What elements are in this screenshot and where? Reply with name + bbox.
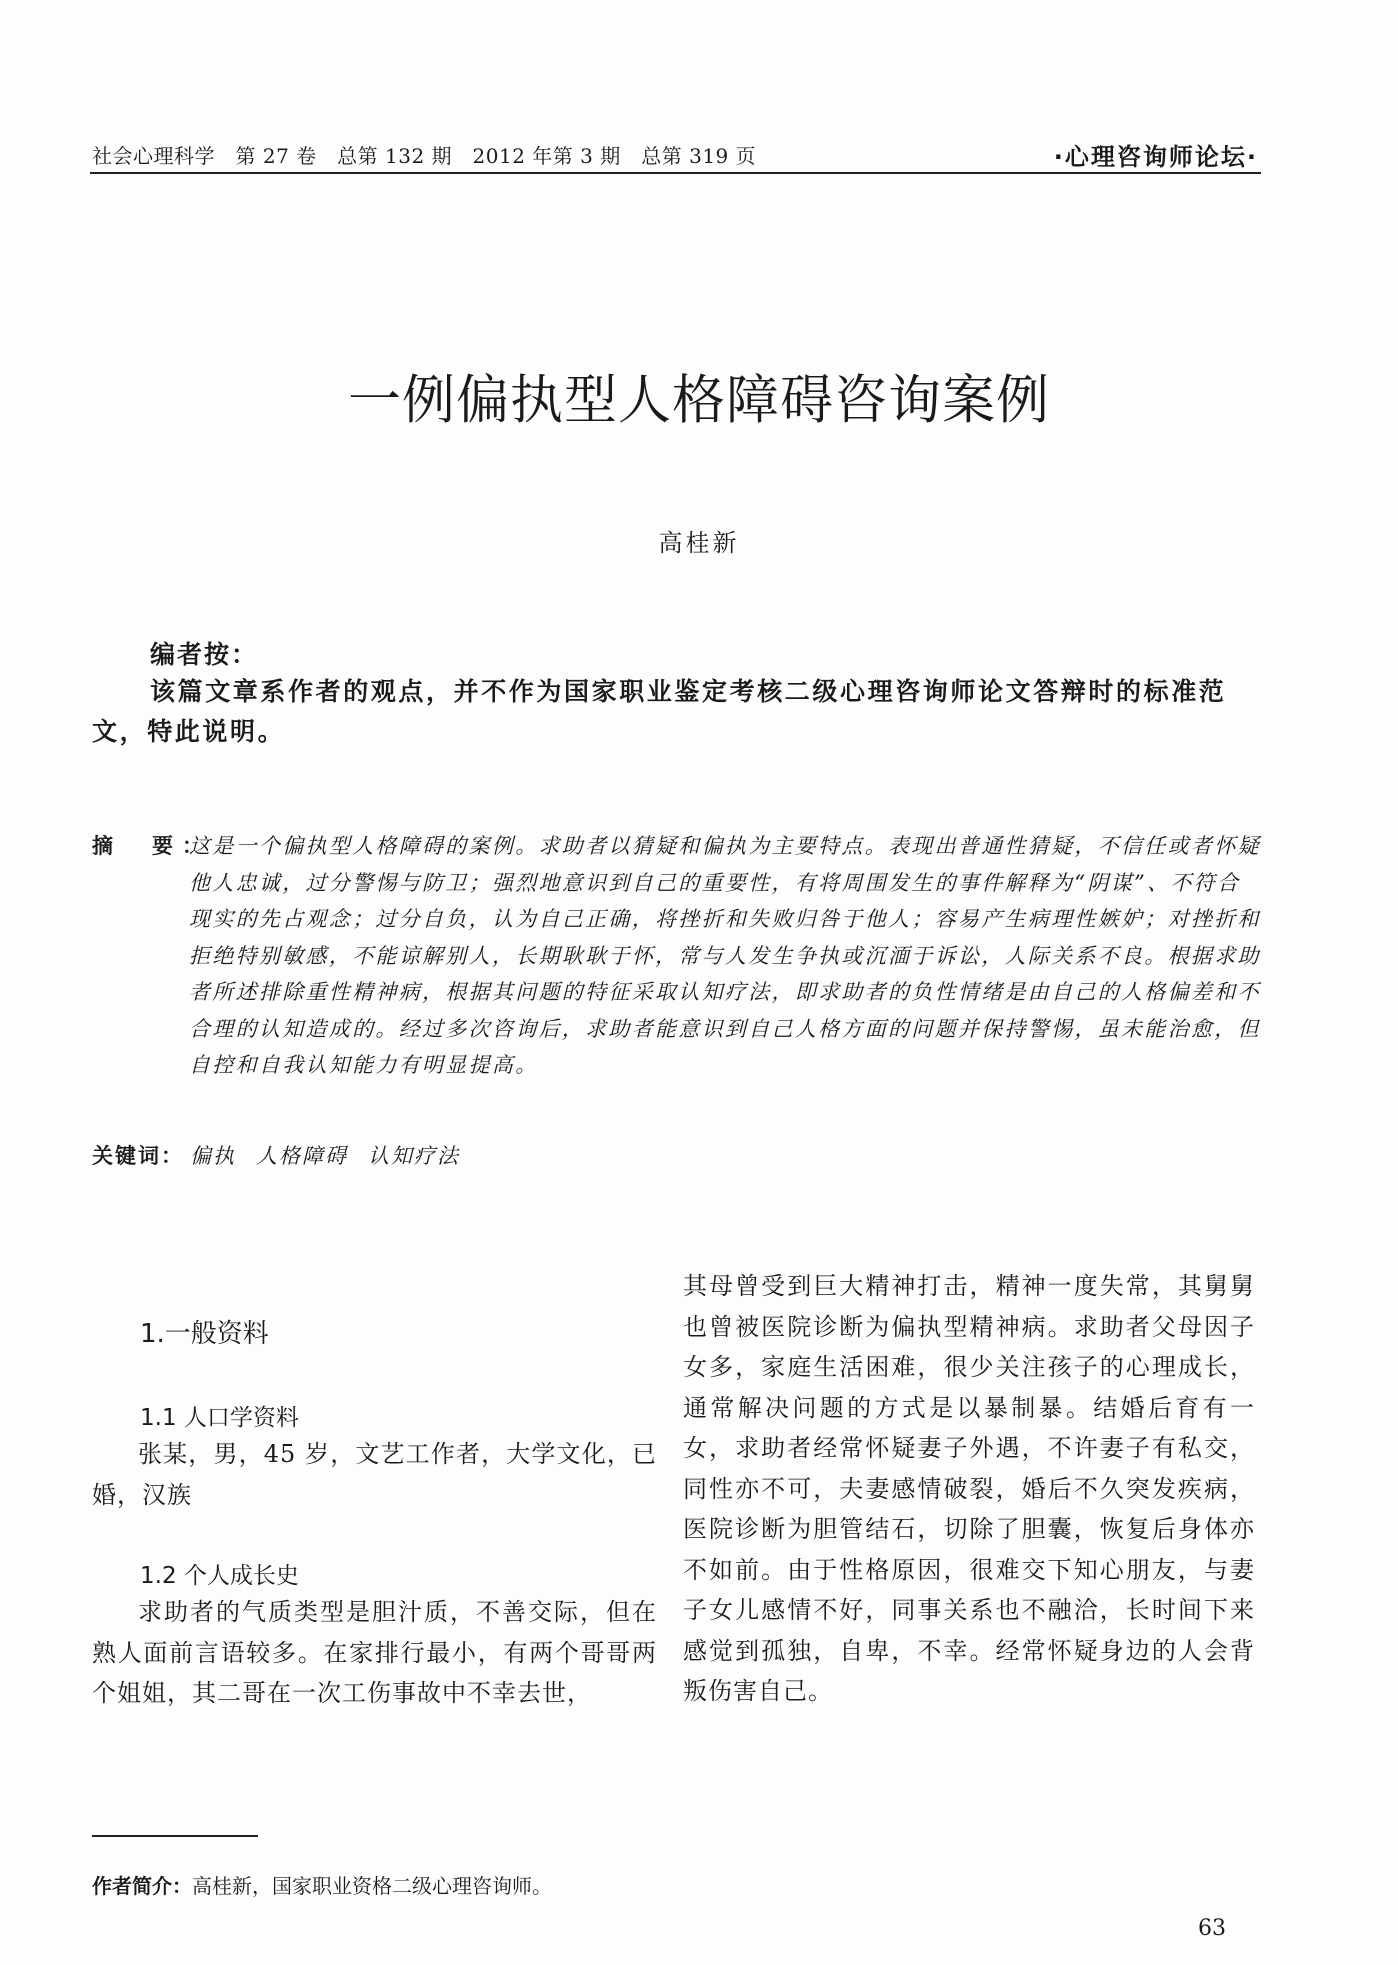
abstract-label: 摘 要： <box>92 834 212 858</box>
subsection-heading: 1.1 人口学资料 <box>140 1405 299 1431</box>
paragraph: 张某，男，45 岁，文艺工作者，大学文化，已婚，汉族 <box>92 1440 657 1509</box>
footnote <box>92 1870 552 1899</box>
section-heading: 1.一般资料 <box>140 1319 269 1349</box>
keyword: 偏执 <box>190 1144 236 1168</box>
editor-note-text: 该篇文章系作者的观点，并不作为国家职业鉴定考核二级心理咨询师论文答辩时的标准范文，特此说明。 <box>92 677 1227 746</box>
article-title: 一例偏执型人格障碍咨询案例 <box>348 370 1050 431</box>
subsection-heading: 1.2 个人成长史 <box>140 1563 299 1589</box>
page-number: 63 <box>1198 1916 1226 1941</box>
keyword: 人格障碍 <box>256 1144 348 1168</box>
abstract-text: 这是一个偏执型人格障碍的案例。求助者以猜疑和偏执为主要特点。表现出普通性猜疑，不信任或者怀疑他人忠诚，过分警惕与防卫；强烈地意识到自己的重要性，有将周围发生的事件解释为“阴谋”、不符合现实的先占观念；过分自负，认为自己正确，将挫折和失败归咎于他人；容易产生病理性嫉妒；对挫折和拒绝特别敏感，不能谅解别人，长期耿耿于怀，常与人发生争执或沉湎于诉讼，人际关系不良。根据求助者所述排除重性精神病，根据其问题的特征采取认知疗法，即求助者的负性情绪是由自己的人格偏差和不合理的认知造成的。经过多次咨询后，求助者能意识到自己人格方面的问题并保持警惕，虽未能治愈，但自控和自我认知能力有明显提高。 <box>189 834 1261 1077</box>
keywords <box>92 1140 460 1170</box>
keyword: 认知疗法 <box>368 1144 460 1168</box>
paragraph: 其母曾受到巨大精神打击，精神一度失常，其舅舅也曾被医院诊断为偏执型精神病。求助者父母因子女多，家庭生活困难，很少关注孩子的心理成长，通常解决问题的方式是以暴制暴。结婚后育有一女，求助者经常怀疑妻子外遇，不许妻子有私交，同性亦不可，夫妻感情破裂，婚后不久突发疾病，医院诊断为胆管结石，切除了胆囊，恢复后身体亦不如前。由于性格原因，很难交下知心朋友，与妻子女儿感情不好，同事关系也不融洽，长时间下来感觉到孤独，自卑，不幸。经常怀疑身边的人会背叛伤害自己。 <box>683 1272 1255 1705</box>
abstract <box>92 828 1262 1084</box>
footnote-rule <box>92 1835 258 1837</box>
footnote-text: 高桂新，国家职业资格二级心理咨询师。 <box>192 1874 552 1898</box>
editor-note-title: 编者按： <box>150 640 259 669</box>
footnote-label: 作者简介： <box>92 1874 192 1898</box>
journal-info: 社会心理科学 第 27 卷 总第 132 期 2012 年第 3 期 总第 319 页 <box>92 144 757 168</box>
column-name: ·心理咨询师论坛· <box>1053 143 1258 171</box>
paragraph: 求助者的气质类型是胆汁质，不善交际，但在熟人面前言语较多。在家排行最小，有两个哥哥两个姐姐，其二哥在一次工伤事故中不幸去世， <box>92 1598 657 1707</box>
keywords-label: 关键词： <box>92 1144 184 1168</box>
header-rule <box>90 172 1261 174</box>
author-name: 高桂新 <box>658 529 740 557</box>
